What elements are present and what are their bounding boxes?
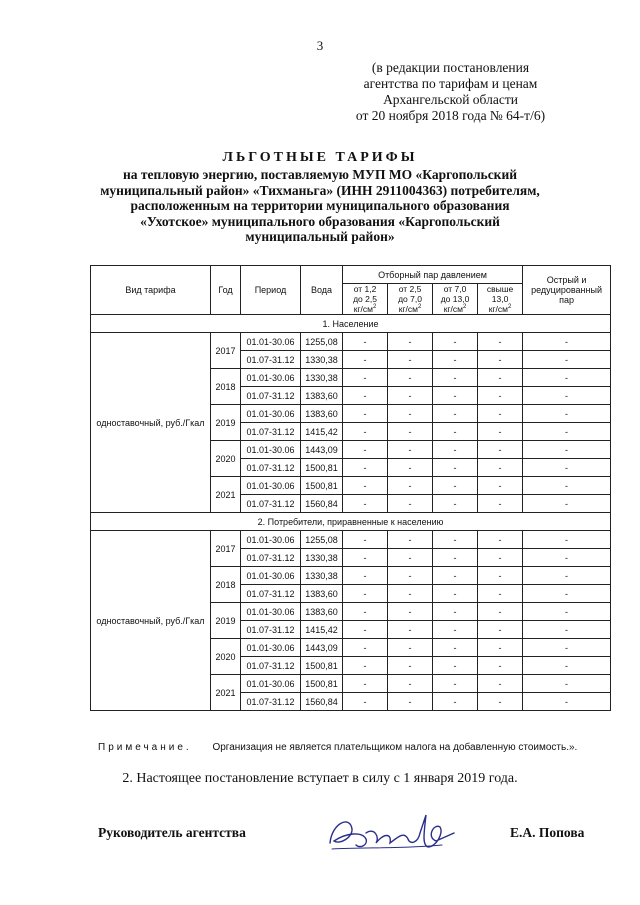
steam-tariff-cell: -	[478, 441, 523, 459]
steam-tariff-cell: -	[343, 405, 388, 423]
steam-tariff-cell: -	[478, 567, 523, 585]
steam-tariff-cell: -	[433, 657, 478, 675]
effective-date-clause: 2. Настоящее постановление вступает в силу с 1 января 2019 года.	[122, 771, 518, 786]
year-cell: 2019	[211, 603, 241, 639]
header-steam-unit	[389, 304, 431, 314]
unit-text: кг/см	[488, 304, 508, 314]
sharp-steam-cell: -	[523, 423, 611, 441]
steam-tariff-cell: -	[433, 603, 478, 621]
sharp-steam-cell: -	[523, 639, 611, 657]
subtitle-line: муниципальный район» «Тихманьга» (ИНН 2911004363) потребителям,	[100, 182, 540, 198]
water-tariff-cell: 1330,38	[301, 369, 343, 387]
steam-tariff-cell: -	[388, 423, 433, 441]
header-steam-unit	[434, 304, 476, 314]
sharp-steam-cell: -	[523, 387, 611, 405]
header-period: Период	[241, 266, 301, 315]
year-cell: 2020	[211, 639, 241, 675]
period-cell: 01.01-30.06	[241, 333, 301, 351]
subtitle-line: на тепловую энергию, поставляемую МУП МО «Каргопольский	[122, 167, 518, 182]
tariff-table	[90, 265, 611, 711]
page-number: 3	[316, 38, 324, 53]
steam-tariff-cell: -	[343, 657, 388, 675]
unit-text: кг/см	[353, 304, 373, 314]
water-tariff-cell: 1500,81	[301, 477, 343, 495]
steam-tariff-cell: -	[343, 621, 388, 639]
steam-tariff-cell: -	[433, 387, 478, 405]
steam-tariff-cell: -	[478, 657, 523, 675]
year-cell: 2020	[211, 441, 241, 477]
table-row	[91, 531, 611, 549]
note-label: Примечание.	[98, 742, 192, 753]
water-tariff-cell: 1500,81	[301, 657, 343, 675]
edition-line: от 20 ноября 2018 года № 64-т/6)	[355, 108, 546, 123]
subtitle-line: «Ухотское» муниципального образования «Каргопольский	[140, 213, 500, 229]
edition-line: Архангельской области	[383, 92, 518, 107]
water-tariff-cell: 1560,84	[301, 495, 343, 513]
year-cell: 2018	[211, 567, 241, 603]
steam-tariff-cell: -	[388, 675, 433, 693]
header-steam-from: от 2,5	[398, 284, 422, 294]
steam-tariff-cell: -	[343, 477, 388, 495]
header-steam-to: 13,0	[491, 294, 509, 304]
steam-tariff-cell: -	[478, 459, 523, 477]
edition-line: (в редакции постановления	[371, 60, 530, 75]
steam-tariff-cell: -	[433, 369, 478, 387]
subtitle-line: расположенным на территории муниципального образования	[130, 198, 510, 213]
steam-tariff-cell: -	[433, 495, 478, 513]
steam-tariff-cell: -	[388, 567, 433, 585]
steam-tariff-cell: -	[388, 549, 433, 567]
period-cell: 01.01-30.06	[241, 603, 301, 621]
header-water: Вода	[301, 266, 343, 315]
steam-tariff-cell: -	[388, 441, 433, 459]
header-steam-unit	[344, 304, 386, 314]
steam-tariff-cell: -	[478, 405, 523, 423]
water-tariff-cell: 1330,38	[301, 351, 343, 369]
steam-tariff-cell: -	[343, 369, 388, 387]
header-steam-pressure	[478, 284, 523, 315]
section-title: 1. Население	[91, 315, 611, 333]
sharp-steam-cell: -	[523, 441, 611, 459]
period-cell: 01.01-30.06	[241, 405, 301, 423]
water-tariff-cell: 1383,60	[301, 585, 343, 603]
document-subtitle	[90, 167, 550, 245]
unit-exponent: 2	[417, 304, 422, 311]
year-cell: 2017	[211, 333, 241, 369]
steam-tariff-cell: -	[478, 639, 523, 657]
water-tariff-cell: 1500,81	[301, 459, 343, 477]
steam-tariff-cell: -	[478, 585, 523, 603]
steam-tariff-cell: -	[433, 675, 478, 693]
year-cell: 2021	[211, 675, 241, 711]
steam-tariff-cell: -	[478, 603, 523, 621]
signatory-name: Е.А. Попова	[510, 825, 585, 840]
header-steam-pressure	[343, 284, 388, 315]
note-text: Организация не является плательщиком налога на добавленную стоимость.».	[212, 742, 578, 753]
steam-tariff-cell: -	[388, 621, 433, 639]
steam-tariff-cell: -	[388, 459, 433, 477]
signatory-position: Руководитель агентства	[98, 825, 246, 840]
steam-tariff-cell: -	[388, 477, 433, 495]
year-cell: 2017	[211, 531, 241, 567]
section-title: 2. Потребители, приравненные к населению	[91, 513, 611, 531]
unit-text: кг/см	[398, 304, 418, 314]
steam-tariff-cell: -	[343, 441, 388, 459]
steam-tariff-cell: -	[343, 531, 388, 549]
sharp-steam-cell: -	[523, 333, 611, 351]
period-cell: 01.07-31.12	[241, 351, 301, 369]
steam-tariff-cell: -	[388, 639, 433, 657]
steam-tariff-cell: -	[388, 603, 433, 621]
sharp-steam-cell: -	[523, 621, 611, 639]
steam-tariff-cell: -	[433, 585, 478, 603]
steam-tariff-cell: -	[343, 549, 388, 567]
period-cell: 01.01-30.06	[241, 441, 301, 459]
header-steam-pressure	[433, 284, 478, 315]
edition-line: агентства по тарифам и ценам	[363, 76, 538, 91]
water-tariff-cell: 1443,09	[301, 441, 343, 459]
header-steam-from: от 7,0	[443, 284, 467, 294]
sharp-steam-cell: -	[523, 585, 611, 603]
unit-exponent: 2	[462, 304, 467, 311]
period-cell: 01.07-31.12	[241, 495, 301, 513]
period-cell: 01.01-30.06	[241, 369, 301, 387]
steam-tariff-cell: -	[343, 351, 388, 369]
sharp-steam-cell: -	[523, 495, 611, 513]
steam-tariff-cell: -	[478, 477, 523, 495]
header-steam-to: до 7,0	[398, 294, 422, 304]
steam-tariff-cell: -	[478, 369, 523, 387]
steam-tariff-cell: -	[478, 675, 523, 693]
steam-tariff-cell: -	[343, 495, 388, 513]
water-tariff-cell: 1383,60	[301, 603, 343, 621]
steam-tariff-cell: -	[478, 693, 523, 711]
steam-tariff-cell: -	[478, 549, 523, 567]
period-cell: 01.07-31.12	[241, 423, 301, 441]
water-tariff-cell: 1443,09	[301, 639, 343, 657]
sharp-steam-cell: -	[523, 567, 611, 585]
sharp-steam-cell: -	[523, 405, 611, 423]
header-steam-group: Отборный пар давлением	[343, 266, 523, 284]
period-cell: 01.01-30.06	[241, 567, 301, 585]
period-cell: 01.01-30.06	[241, 477, 301, 495]
steam-tariff-cell: -	[388, 657, 433, 675]
steam-tariff-cell: -	[433, 531, 478, 549]
header-steam-from: от 1,2	[353, 284, 377, 294]
steam-tariff-cell: -	[388, 693, 433, 711]
steam-tariff-cell: -	[433, 693, 478, 711]
sharp-steam-cell: -	[523, 603, 611, 621]
section-row	[91, 513, 611, 531]
steam-tariff-cell: -	[433, 459, 478, 477]
header-steam-unit	[479, 304, 521, 314]
water-tariff-cell: 1500,81	[301, 675, 343, 693]
steam-tariff-cell: -	[478, 495, 523, 513]
steam-tariff-cell: -	[433, 423, 478, 441]
sharp-steam-cell: -	[523, 657, 611, 675]
sharp-steam-cell: -	[523, 693, 611, 711]
period-cell: 01.07-31.12	[241, 549, 301, 567]
steam-tariff-cell: -	[433, 477, 478, 495]
steam-tariff-cell: -	[343, 387, 388, 405]
header-year: Год	[211, 266, 241, 315]
steam-tariff-cell: -	[433, 405, 478, 423]
steam-tariff-cell: -	[343, 459, 388, 477]
handwritten-signature	[322, 803, 462, 863]
steam-tariff-cell: -	[343, 585, 388, 603]
steam-tariff-cell: -	[478, 387, 523, 405]
sharp-steam-cell: -	[523, 675, 611, 693]
header-sharp-line: пар	[559, 295, 574, 305]
tariff-kind-cell: одноставочный, руб./Гкал	[91, 333, 211, 513]
steam-tariff-cell: -	[433, 621, 478, 639]
sharp-steam-cell: -	[523, 369, 611, 387]
note	[98, 742, 577, 753]
unit-text: кг/см	[443, 304, 463, 314]
steam-tariff-cell: -	[388, 387, 433, 405]
header-sharp-line: Острый и	[546, 275, 587, 285]
water-tariff-cell: 1330,38	[301, 549, 343, 567]
period-cell: 01.07-31.12	[241, 621, 301, 639]
steam-tariff-cell: -	[343, 423, 388, 441]
steam-tariff-cell: -	[388, 405, 433, 423]
steam-tariff-cell: -	[388, 351, 433, 369]
sharp-steam-cell: -	[523, 477, 611, 495]
steam-tariff-cell: -	[343, 675, 388, 693]
water-tariff-cell: 1383,60	[301, 387, 343, 405]
water-tariff-cell: 1330,38	[301, 567, 343, 585]
water-tariff-cell: 1415,42	[301, 621, 343, 639]
year-cell: 2021	[211, 477, 241, 513]
header-steam-pressure	[388, 284, 433, 315]
year-cell: 2019	[211, 405, 241, 441]
year-cell: 2018	[211, 369, 241, 405]
subtitle-line: муниципальный район»	[245, 229, 395, 244]
unit-exponent: 2	[507, 304, 512, 311]
steam-tariff-cell: -	[433, 567, 478, 585]
steam-tariff-cell: -	[343, 693, 388, 711]
steam-tariff-cell: -	[433, 441, 478, 459]
steam-tariff-cell: -	[478, 351, 523, 369]
period-cell: 01.07-31.12	[241, 693, 301, 711]
header-sharp-steam	[523, 266, 611, 315]
steam-tariff-cell: -	[388, 333, 433, 351]
steam-tariff-cell: -	[433, 549, 478, 567]
section-row	[91, 315, 611, 333]
water-tariff-cell: 1560,84	[301, 693, 343, 711]
sharp-steam-cell: -	[523, 351, 611, 369]
steam-tariff-cell: -	[433, 639, 478, 657]
period-cell: 01.01-30.06	[241, 675, 301, 693]
steam-tariff-cell: -	[478, 531, 523, 549]
water-tariff-cell: 1255,08	[301, 531, 343, 549]
document-title: ЛЬГОТНЫЕ ТАРИФЫ	[222, 150, 418, 165]
tariff-kind-cell: одноставочный, руб./Гкал	[91, 531, 211, 711]
steam-tariff-cell: -	[343, 333, 388, 351]
sharp-steam-cell: -	[523, 531, 611, 549]
period-cell: 01.01-30.06	[241, 531, 301, 549]
steam-tariff-cell: -	[433, 333, 478, 351]
water-tariff-cell: 1415,42	[301, 423, 343, 441]
steam-tariff-cell: -	[388, 369, 433, 387]
header-steam-to: до 2,5	[353, 294, 377, 304]
period-cell: 01.07-31.12	[241, 657, 301, 675]
edition-note	[318, 60, 583, 124]
header-kind: Вид тарифа	[91, 266, 211, 315]
steam-tariff-cell: -	[388, 495, 433, 513]
steam-tariff-cell: -	[388, 585, 433, 603]
header-steam-to: до 13,0	[440, 294, 470, 304]
steam-tariff-cell: -	[343, 567, 388, 585]
period-cell: 01.07-31.12	[241, 585, 301, 603]
steam-tariff-cell: -	[433, 351, 478, 369]
sharp-steam-cell: -	[523, 459, 611, 477]
period-cell: 01.07-31.12	[241, 459, 301, 477]
steam-tariff-cell: -	[343, 603, 388, 621]
header-steam-from: свыше	[486, 284, 514, 294]
unit-exponent: 2	[372, 304, 377, 311]
sharp-steam-cell: -	[523, 549, 611, 567]
header-sharp-line: редуцированный	[531, 285, 602, 295]
steam-tariff-cell: -	[478, 333, 523, 351]
steam-tariff-cell: -	[478, 423, 523, 441]
steam-tariff-cell: -	[388, 531, 433, 549]
water-tariff-cell: 1383,60	[301, 405, 343, 423]
steam-tariff-cell: -	[343, 639, 388, 657]
period-cell: 01.07-31.12	[241, 387, 301, 405]
period-cell: 01.01-30.06	[241, 639, 301, 657]
table-row	[91, 333, 611, 351]
steam-tariff-cell: -	[478, 621, 523, 639]
water-tariff-cell: 1255,08	[301, 333, 343, 351]
